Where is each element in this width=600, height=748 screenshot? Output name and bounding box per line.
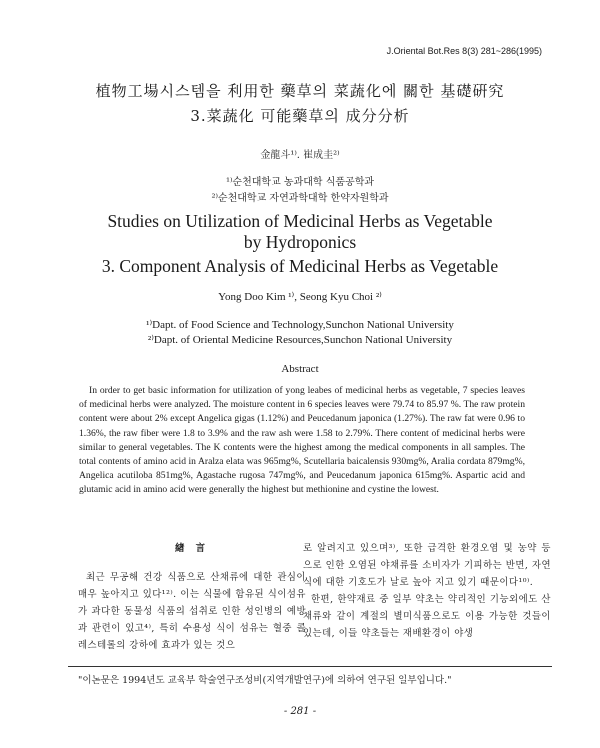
korean-title: 植物工場시스템을 利用한 藥草의 菜蔬化에 關한 基礎硏究 — [95, 82, 505, 100]
english-title-line-2: by Hydroponics — [243, 232, 357, 252]
intro-paragraph-left: 최근 무공해 건강 식품으로 산채류에 대한 관심이 매우 높아지고 있다¹²⁾. 이는 식물에 함유된 식이섬유가 과다한 동물성 식품의 섭취로 인한 성인병의 예방과 관련이 있고⁴⁾, 특히 수용성 식이 섬유는 혈중 콜레스테롤의 강하에 효과가 있는 것으 — [78, 572, 306, 651]
english-affiliation-2: ²⁾Dapt. of Oriental Medicine Resources,Sunchon National University — [147, 334, 453, 346]
korean-subtitle: 3.菜蔬化 可能藥草의 成分分析 — [190, 107, 410, 125]
intro-right-column — [303, 540, 551, 642]
english-title-line-1: Studies on Utilization of Medicinal Herbs as Vegetable — [107, 211, 493, 231]
intro-heading: 緖 言 — [174, 543, 209, 554]
english-title — [0, 211, 600, 253]
english-affiliation-1: ¹⁾Dapt. of Food Science and Technology,Sunchon National University — [146, 319, 454, 331]
english-authors: Yong Doo Kim ¹⁾, Seong Kyu Choi ²⁾ — [218, 291, 382, 303]
korean-authors: 金龍斗¹⁾. 崔成圭²⁾ — [260, 150, 340, 161]
english-subtitle: 3. Component Analysis of Medicinal Herbs as Vegetable — [101, 256, 499, 276]
footnote-divider — [68, 666, 552, 667]
footnote: "이논문은 1994년도 교육부 학술연구조성비(지역개발연구)에 의하여 연구된 일부입니다." — [78, 675, 452, 686]
intro-left-column — [78, 540, 306, 654]
korean-affiliation-2: ²⁾순천대학교 자연과학대학 한약자원학과 — [211, 193, 389, 204]
abstract-heading: Abstract — [281, 363, 319, 375]
intro-paragraph-right-2: 한편, 한약재료 중 일부 약초는 약리적인 기능외에도 산채류와 같이 계절의 별미식품으로도 이용 가능한 것들이 있는데, 이들 약초들는 재배환경이 야생 — [303, 594, 551, 639]
abstract-text: In order to get basic information for utilization of yong leabes of medicinal herbs as vegetable, 7 species leaves of medicinal herbs were analyzed. The moisture content in 6 species leaves were 79.74 to 85.97 %. The raw protein content were about 2% except Angelica gigas (1.12%) and Peucedanum japonica (1.27%). The raw fat were 0.96 to 1.36%, the raw fiber were 1.8 to 3.9% and the raw ash were 1.58 to 2.79%. There content of medicinal herbs were similar to general vegetables. The K contents were the highest among the medical components in all samples. The total contents of amino acid in Aralza elata was 965mg%, Scutellaria baicalensis 930mg%, Aralia cordata 879mg%, Angelica acutiloba 851mg%, Agastache rugosa 747mg%, and Peucedanum japonica 615mg%. Aspartic acid and glutamic acid in amino acid were generally the highest but methionine and cystine the lowest. — [79, 385, 525, 496]
intro-paragraph-right-1: 로 알려지고 있으며³⁾, 또한 급격한 환경오염 및 농약 등으로 인한 오염된 야채류를 소비자가 기피하는 반면, 자연식에 대한 기호도가 날로 높아 지고 있기 때문이다¹⁰⁾. — [303, 543, 551, 588]
korean-affiliation-1: ¹⁾순천대학교 농과대학 식품공학과 — [225, 177, 375, 188]
journal-reference: J.Oriental Bot.Res 8(3) 281~286(1995) — [386, 46, 542, 56]
page-number: - 281 - — [283, 706, 317, 717]
